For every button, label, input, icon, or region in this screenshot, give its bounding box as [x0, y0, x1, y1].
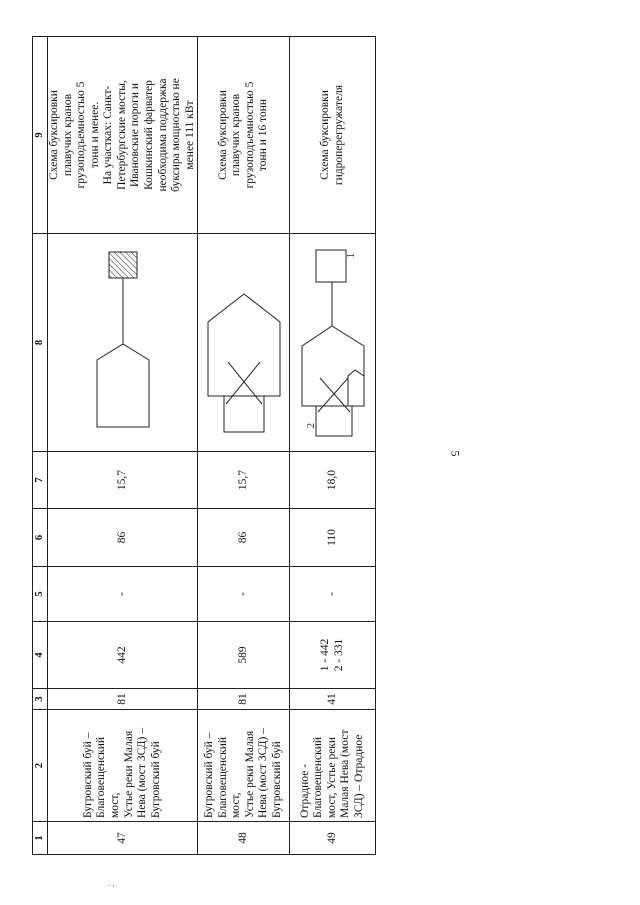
page-number: 5 — [448, 450, 463, 457]
side-barge — [348, 371, 364, 407]
route-cell: Бугровский буй – Благовещенский мост, Устье реки Малая Нева (мост ЗСД) – Бугровский буй — [198, 710, 290, 822]
tug-rect — [316, 251, 346, 283]
row-number: 48 — [198, 822, 290, 855]
row-number: 47 — [48, 822, 198, 855]
col-header-5: 5 — [33, 567, 48, 622]
cell-col7: 15,7 — [48, 452, 198, 509]
tug-rect — [224, 397, 264, 433]
cell-col4: 1 - 442 2 - 331 — [290, 622, 376, 689]
cell-col5: - — [198, 567, 290, 622]
scheme-cell — [198, 234, 290, 452]
col-header-1: 1 — [33, 822, 48, 855]
col-header-9: 9 — [33, 37, 48, 234]
col-header-2: 2 — [33, 710, 48, 822]
tug-hatched — [109, 253, 137, 279]
crane-towing-scheme — [83, 243, 163, 443]
cell-col7: 18,0 — [290, 452, 376, 509]
table-stage — [32, 37, 366, 855]
label-1: 1 — [345, 253, 357, 259]
scheme-cell — [48, 234, 198, 452]
cell-col6: 86 — [48, 509, 198, 567]
cell-col6: 110 — [290, 509, 376, 567]
cell-col7: 15,7 — [198, 452, 290, 509]
route-cell: Отрадное - Благовещенский мост, Устье реки Малая Нева (мост ЗСД) – Отрадное — [290, 710, 376, 822]
col-header-7: 7 — [33, 452, 48, 509]
tug-push-line — [318, 379, 348, 413]
col-header-8: 8 — [33, 234, 48, 452]
description-cell: Схема буксировки гидроперегружателя — [290, 37, 376, 234]
transshipper-towing-scheme — [292, 243, 374, 443]
col-header-3: 3 — [33, 689, 48, 710]
header-row — [33, 37, 48, 855]
cell-col4: 442 — [48, 622, 198, 689]
rotated-table-wrap — [32, 37, 366, 855]
tug-push-line — [228, 363, 262, 405]
crane-pushing-scheme — [202, 243, 286, 443]
col-header-6: 6 — [33, 509, 48, 567]
scheme-cell — [290, 234, 376, 452]
label-2: 2 — [305, 423, 317, 429]
towing-schemes-table — [32, 36, 376, 855]
tug-rect — [316, 407, 352, 437]
cell-col5: - — [48, 567, 198, 622]
cell-col3: 41 — [290, 689, 376, 710]
crane-pontoon — [208, 295, 280, 397]
row-number: 49 — [290, 822, 376, 855]
tug-push-line — [226, 363, 260, 405]
route-cell: Бугровский буй – Благовещенский мост, Устье реки Малая Нева (мост ЗСД) – Бугровский буй — [48, 710, 198, 822]
cell-col3: 81 — [48, 689, 198, 710]
table-row — [198, 37, 290, 855]
cell-col5: - — [290, 567, 376, 622]
tug-push-line — [320, 379, 350, 413]
transshipper-hull — [302, 327, 364, 407]
table-row — [290, 37, 376, 855]
description-cell: Схема буксировки плавучих кранов грузоподъемностью 5 тонн и менее. На участках: Санкт- Петербургские мосты, Ивановские пороги и Кошкинский фарватер необходима поддержка буксира мощностью не менее 111 кВт — [48, 37, 198, 234]
cell-col4: 589 — [198, 622, 290, 689]
table-row — [48, 37, 198, 855]
scan-marks: . , — [108, 878, 115, 888]
col-header-4: 4 — [33, 622, 48, 689]
description-cell: Схема буксировки плавучих кранов грузоподъемностью 5 тонн и 16 тонн — [198, 37, 290, 234]
barge-shape — [97, 345, 149, 428]
cell-col3: 81 — [198, 689, 290, 710]
cell-col6: 86 — [198, 509, 290, 567]
